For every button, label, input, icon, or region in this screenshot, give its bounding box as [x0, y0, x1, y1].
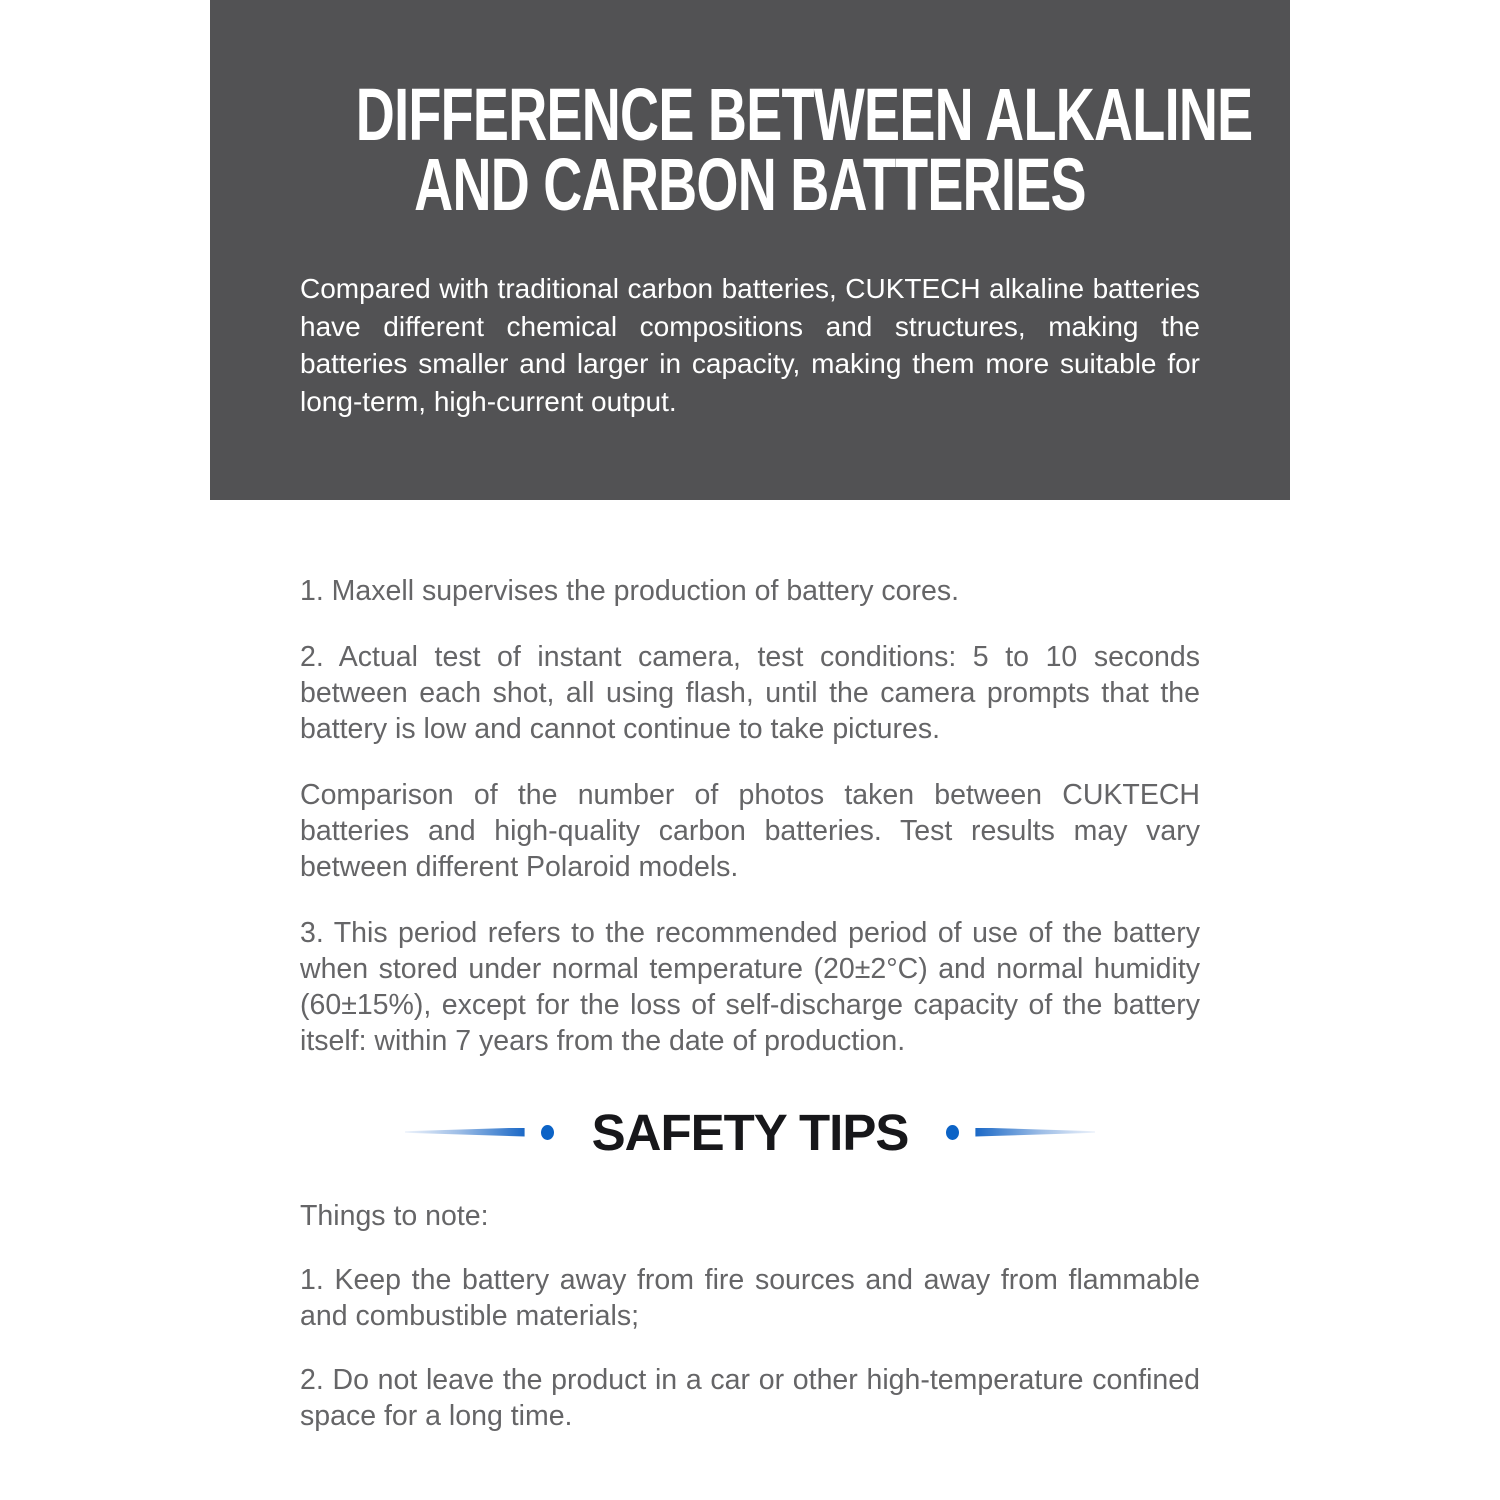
safety-tips-heading: SAFETY TIPS: [591, 1103, 909, 1161]
notes-section: [300, 573, 1200, 1089]
hero-banner: [210, 0, 1290, 500]
safety-tips-section: [300, 1198, 1200, 1462]
note-paragraph-4: 3. This period refers to the recommended period of use of the battery when stored under normal temperature (20±2°C) and normal humidity (60±15%), except for the loss of self-discharge capacity of the battery itself: within 7 years from the date of production.: [300, 917, 1200, 1057]
divider-dot-right-icon: [946, 1125, 959, 1140]
divider-line-left: [405, 1128, 525, 1137]
divider-dot-left-icon: [541, 1125, 554, 1140]
safety-tips-heading-row: [300, 1104, 1200, 1160]
divider-line-right: [975, 1128, 1095, 1137]
note-paragraph-1: 1. Maxell supervises the production of battery cores.: [300, 575, 959, 607]
page-title-line-1: DIFFERENCE BETWEEN ALKALINE: [355, 73, 1253, 156]
hero-paragraph: Compared with traditional carbon batteries, CUKTECH alkaline batteries have different chemical compositions and structures, making the batteries smaller and larger in capacity, making them more suitable for long-term, high-current output.: [300, 273, 1200, 417]
page-title: [355, 0, 1253, 226]
note-paragraph-2: 2. Actual test of instant camera, test conditions: 5 to 10 seconds between each shot, all using flash, until the camera prompts that the battery is low and cannot continue to take pictures.: [300, 641, 1200, 745]
note-paragraph-3: Comparison of the number of photos taken between CUKTECH batteries and high-quality carbon batteries. Test results may vary between different Polaroid models.: [300, 779, 1200, 883]
safety-item-1: 1. Keep the battery away from fire sources and away from flammable and combustible materials;: [300, 1264, 1200, 1332]
safety-intro: Things to note:: [300, 1200, 489, 1232]
page-title-line-2: AND CARBON BATTERIES: [414, 143, 1086, 226]
safety-item-2: 2. Do not leave the product in a car or other high-temperature confined space for a long time.: [300, 1364, 1200, 1432]
